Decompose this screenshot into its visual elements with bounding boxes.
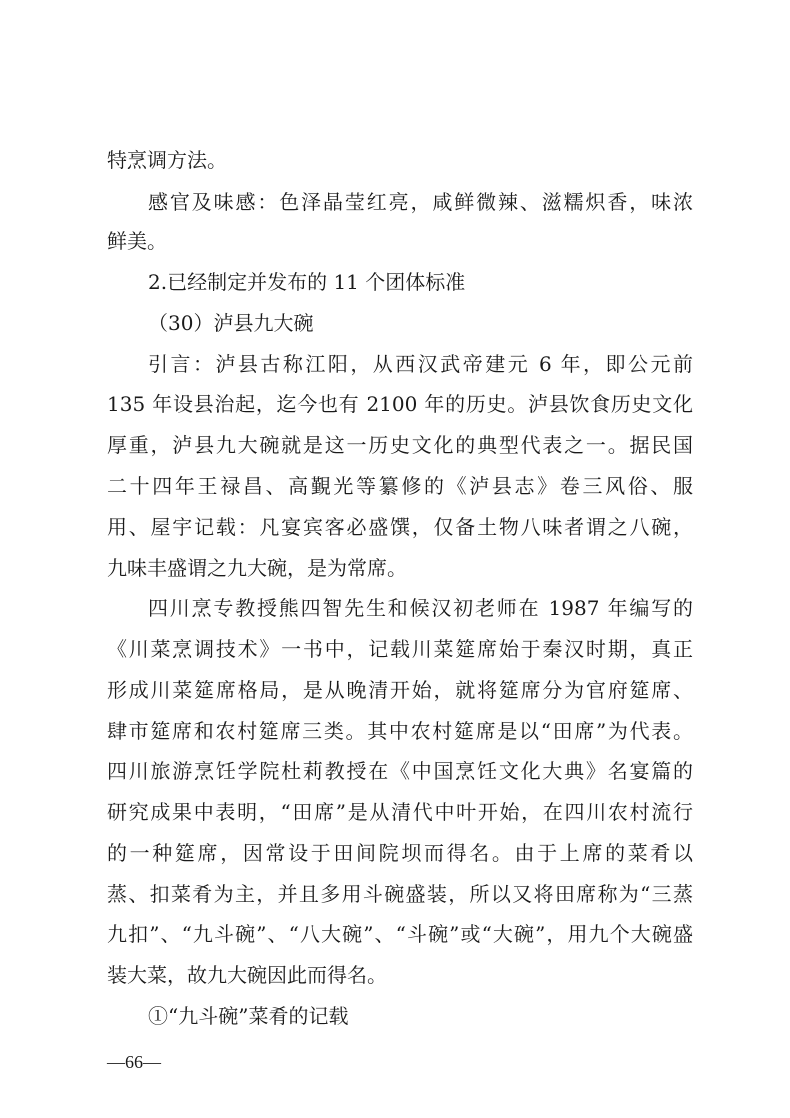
text-line-13: 《川菜烹调技术》一书中，记载川菜筵席始于秦汉时期，真正: [107, 637, 693, 661]
text-line-9: 二十四年王禄昌、高覲光等纂修的《泸县志》卷三风俗、服: [107, 474, 693, 498]
text-line-8: 厚重，泸县九大碗就是这一历史文化的典型代表之一。据民国: [107, 433, 693, 457]
text-line-1: 特烹调方法。: [107, 148, 227, 172]
text-line-22: ①“九斗碗”菜肴的记载: [148, 1004, 349, 1028]
page-number: —66—: [107, 1052, 161, 1072]
text-line-18: 的一种筵席，因常设于田间院坝而得名。由于上席的菜肴以: [107, 841, 693, 865]
text-line-17: 研究成果中表明，“田席”是从清代中叶开始，在四川农村流行: [107, 800, 693, 824]
text-line-12: 四川烹专教授熊四智先生和候汉初老师在 1987 年编写的: [148, 596, 693, 620]
section-heading: 2.已经制定并发布的 11 个团体标准: [148, 270, 466, 294]
text-line-6: 引言：泸县古称江阳，从西汉武帝建元 6 年，即公元前: [148, 352, 693, 376]
subsection-heading: （30）泸县九大碗: [148, 311, 314, 335]
text-line-14: 形成川菜筵席格局，是从晚清开始，就将筵席分为官府筵席、: [107, 678, 693, 702]
text-line-20: 九扣”、“九斗碗”、“八大碗”、“斗碗”或“大碗”，用九个大碗盛: [107, 922, 693, 946]
text-line-16: 四川旅游烹饪学院杜莉教授在《中国烹饪文化大典》名宴篇的: [107, 759, 693, 783]
text-line-19: 蒸、扣菜肴为主，并且多用斗碗盛装，所以又将田席称为“三蒸: [107, 882, 693, 906]
text-line-15: 肆市筵席和农村筵席三类。其中农村筵席是以“田席”为代表。: [107, 719, 693, 743]
text-line-7: 135 年设县治起，迄今也有 2100 年的历史。泸县饮食历史文化: [107, 392, 693, 416]
text-line-2: 感官及味感：色泽晶莹红亮，咸鲜微辣、滋糯炽香，味浓: [148, 190, 693, 214]
text-line-10: 用、屋宇记载：凡宴宾客必盛馔，仅备土物八味者谓之八碗，: [107, 515, 693, 539]
text-line-3: 鲜美。: [107, 229, 167, 253]
text-line-21: 装大菜，故九大碗因此而得名。: [107, 963, 387, 987]
text-line-11: 九味丰盛谓之九大碗，是为常席。: [107, 556, 407, 580]
